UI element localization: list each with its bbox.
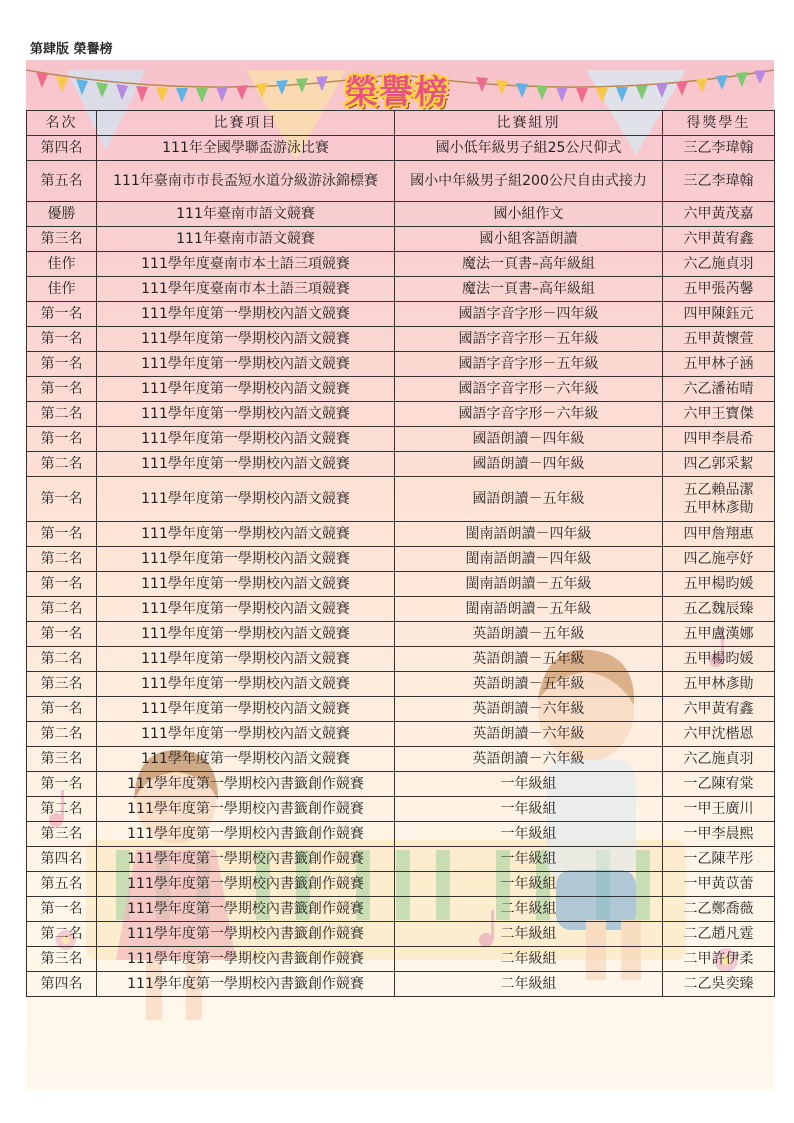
- table-row: [27, 136, 775, 161]
- cell-rank: 第二名: [27, 647, 97, 672]
- cell-student: 五甲黃懷萱: [663, 327, 775, 352]
- cell-category: 國語朗讀－四年級: [395, 427, 663, 452]
- cell-event: 111學年度第一學期校內語文競賽: [97, 622, 395, 647]
- cell-student: 五甲楊昀媛: [663, 572, 775, 597]
- cell-event: 111學年度第一學期校內語文競賽: [97, 572, 395, 597]
- cell-event: 111學年度第一學期校內語文競賽: [97, 697, 395, 722]
- cell-student: 六甲王寶傑: [663, 402, 775, 427]
- cell-category: 英語朗讀－六年級: [395, 747, 663, 772]
- cell-student: 五甲盧漢娜: [663, 622, 775, 647]
- cell-rank: 佳作: [27, 277, 97, 302]
- cell-event: 111學年度第一學期校內語文競賽: [97, 427, 395, 452]
- cell-rank: 第一名: [27, 327, 97, 352]
- table-row: [27, 202, 775, 227]
- table-row: [27, 302, 775, 327]
- cell-student: 五甲林彥勛: [663, 672, 775, 697]
- table-row: [27, 797, 775, 822]
- cell-rank: 第二名: [27, 452, 97, 477]
- cell-category: 二年級組: [395, 897, 663, 922]
- cell-event: 111學年度第一學期校內語文競賽: [97, 672, 395, 697]
- table-row: [27, 947, 775, 972]
- cell-rank: 第二名: [27, 597, 97, 622]
- cell-rank: 第三名: [27, 947, 97, 972]
- cell-category: 國小中年級男子組200公尺自由式接力: [395, 161, 663, 202]
- table-row: [27, 572, 775, 597]
- cell-rank: 第二名: [27, 402, 97, 427]
- cell-event: 111學年度第一學期校內語文競賽: [97, 402, 395, 427]
- cell-rank: 第一名: [27, 572, 97, 597]
- cell-event: 111學年度第一學期校內語文競賽: [97, 722, 395, 747]
- cell-category: 英語朗讀－五年級: [395, 647, 663, 672]
- cell-category: 國小低年級男子組25公尺仰式: [395, 136, 663, 161]
- cell-student: 二乙吳奕臻: [663, 972, 775, 997]
- table-row: [27, 227, 775, 252]
- cell-student: 五甲林子涵: [663, 352, 775, 377]
- cell-student: 六甲黃宥鑫: [663, 697, 775, 722]
- cell-category: 英語朗讀－六年級: [395, 722, 663, 747]
- cell-rank: 第三名: [27, 747, 97, 772]
- honor-roll-table: [26, 110, 775, 997]
- cell-event: 111學年度第一學期校內語文競賽: [97, 477, 395, 522]
- cell-rank: 優勝: [27, 202, 97, 227]
- cell-student: 一甲王廣川: [663, 797, 775, 822]
- cell-rank: 第一名: [27, 427, 97, 452]
- cell-category: 國語字音字形－六年級: [395, 377, 663, 402]
- cell-rank: 第四名: [27, 972, 97, 997]
- table-row: [27, 597, 775, 622]
- cell-rank: 第一名: [27, 897, 97, 922]
- cell-rank: 第二名: [27, 547, 97, 572]
- cell-rank: 第二名: [27, 797, 97, 822]
- table-row: [27, 452, 775, 477]
- cell-category: 國語朗讀－五年級: [395, 477, 663, 522]
- cell-student: 一甲黃苡蕾: [663, 872, 775, 897]
- cell-category: 魔法一頁書–高年級組: [395, 277, 663, 302]
- cell-student: 六乙潘祐晴: [663, 377, 775, 402]
- table-row: [27, 822, 775, 847]
- cell-event: 111學年度臺南市本土語三項競賽: [97, 252, 395, 277]
- cell-event: 111年臺南市市長盃短水道分級游泳錦標賽: [97, 161, 395, 202]
- table-header-row: [27, 111, 775, 136]
- page-title: 榮譽榜: [344, 72, 450, 111]
- cell-category: 國語字音字形－四年級: [395, 302, 663, 327]
- cell-rank: 第一名: [27, 352, 97, 377]
- cell-category: 英語朗讀－五年級: [395, 672, 663, 697]
- table-row: [27, 672, 775, 697]
- cell-student: 六甲黃宥鑫: [663, 227, 775, 252]
- cell-rank: 第二名: [27, 922, 97, 947]
- cell-category: 一年級組: [395, 772, 663, 797]
- cell-event: 111學年度第一學期校內語文競賽: [97, 747, 395, 772]
- cell-event: 111學年度第一學期校內書籤創作競賽: [97, 972, 395, 997]
- cell-category: 國語朗讀－四年級: [395, 452, 663, 477]
- cell-student: 四甲陳鈺元: [663, 302, 775, 327]
- cell-category: 閩南語朗讀－五年級: [395, 572, 663, 597]
- table-row: [27, 327, 775, 352]
- cell-event: 111學年度第一學期校內書籤創作競賽: [97, 822, 395, 847]
- cell-category: 二年級組: [395, 947, 663, 972]
- cell-category: 一年級組: [395, 847, 663, 872]
- cell-rank: 第三名: [27, 227, 97, 252]
- table-row: [27, 697, 775, 722]
- cell-rank: 第四名: [27, 847, 97, 872]
- cell-rank: 佳作: [27, 252, 97, 277]
- cell-rank: 第一名: [27, 477, 97, 522]
- cell-student: 二甲許伊柔: [663, 947, 775, 972]
- cell-event: 111學年度第一學期校內語文競賽: [97, 597, 395, 622]
- cell-event: 111學年度第一學期校內語文競賽: [97, 327, 395, 352]
- table-row: [27, 897, 775, 922]
- cell-rank: 第一名: [27, 697, 97, 722]
- cell-rank: 第二名: [27, 722, 97, 747]
- cell-student: 四乙郭采絜: [663, 452, 775, 477]
- cell-rank: 第三名: [27, 822, 97, 847]
- table-row: [27, 277, 775, 302]
- cell-student: 三乙李瑋翰: [663, 161, 775, 202]
- table-row: [27, 522, 775, 547]
- table-row: [27, 772, 775, 797]
- cell-rank: 第五名: [27, 161, 97, 202]
- cell-rank: 第四名: [27, 136, 97, 161]
- table-row: [27, 872, 775, 897]
- cell-event: 111學年度第一學期校內語文競賽: [97, 352, 395, 377]
- cell-student: 六甲沈楷恩: [663, 722, 775, 747]
- cell-category: 閩南語朗讀－五年級: [395, 597, 663, 622]
- column-header-event: 比賽項目: [97, 111, 395, 136]
- cell-event: 111學年度第一學期校內書籤創作競賽: [97, 872, 395, 897]
- cell-student: 三乙李瑋翰: [663, 136, 775, 161]
- table-row: [27, 252, 775, 277]
- cell-student: 一乙陳芊彤: [663, 847, 775, 872]
- table-row: [27, 747, 775, 772]
- cell-student: 五甲楊昀媛: [663, 647, 775, 672]
- cell-category: 國語字音字形－五年級: [395, 327, 663, 352]
- cell-category: 英語朗讀－六年級: [395, 697, 663, 722]
- cell-event: 111學年度第一學期校內書籤創作競賽: [97, 847, 395, 872]
- cell-category: 一年級組: [395, 872, 663, 897]
- cell-student: 二乙趙凡霆: [663, 922, 775, 947]
- table-row: [27, 427, 775, 452]
- cell-student: 一甲李晨熙: [663, 822, 775, 847]
- cell-student: 一乙陳宥棠: [663, 772, 775, 797]
- cell-category: 一年級組: [395, 822, 663, 847]
- cell-rank: 第一名: [27, 622, 97, 647]
- column-header-category: 比賽組別: [395, 111, 663, 136]
- cell-event: 111學年度第一學期校內書籤創作競賽: [97, 922, 395, 947]
- cell-rank: 第一名: [27, 522, 97, 547]
- cell-category: 國小組客語朗讀: [395, 227, 663, 252]
- cell-category: 閩南語朗讀－四年級: [395, 522, 663, 547]
- table-row: [27, 547, 775, 572]
- cell-student: 五甲張芮馨: [663, 277, 775, 302]
- cell-category: 二年級組: [395, 972, 663, 997]
- cell-category: 英語朗讀－五年級: [395, 622, 663, 647]
- page-header-note: 第肆版 榮譽榜: [30, 42, 113, 57]
- cell-student: 六乙施貞羽: [663, 747, 775, 772]
- cell-event: 111學年度第一學期校內語文競賽: [97, 452, 395, 477]
- cell-event: 111學年度第一學期校內語文競賽: [97, 522, 395, 547]
- cell-event: 111學年度第一學期校內書籤創作競賽: [97, 797, 395, 822]
- cell-rank: 第一名: [27, 772, 97, 797]
- cell-event: 111學年度第一學期校內書籤創作競賽: [97, 897, 395, 922]
- table-row: [27, 922, 775, 947]
- cell-event: 111學年度第一學期校內語文競賽: [97, 647, 395, 672]
- cell-rank: 第一名: [27, 377, 97, 402]
- table-row: [27, 622, 775, 647]
- cell-event: 111學年度第一學期校內語文競賽: [97, 547, 395, 572]
- cell-event: 111學年度第一學期校內語文競賽: [97, 302, 395, 327]
- cell-category: 一年級組: [395, 797, 663, 822]
- cell-student: 六甲黃茂嘉: [663, 202, 775, 227]
- cell-event: 111學年度第一學期校內語文競賽: [97, 377, 395, 402]
- cell-rank: 第五名: [27, 872, 97, 897]
- cell-category: 國語字音字形－六年級: [395, 402, 663, 427]
- table-row: [27, 722, 775, 747]
- cell-rank: 第一名: [27, 302, 97, 327]
- cell-student: 六乙施貞羽: [663, 252, 775, 277]
- cell-event: 111年全國學聯盃游泳比賽: [97, 136, 395, 161]
- cell-student: 四乙施亭妤: [663, 547, 775, 572]
- table-row: [27, 477, 775, 522]
- cell-category: 二年級組: [395, 922, 663, 947]
- cell-event: 111學年度臺南市本土語三項競賽: [97, 277, 395, 302]
- cell-student: 五乙賴品潔 五甲林彥勛: [663, 477, 775, 522]
- cell-student: 五乙魏辰臻: [663, 597, 775, 622]
- table-row: [27, 377, 775, 402]
- table-row: [27, 402, 775, 427]
- cell-event: 111年臺南市語文競賽: [97, 227, 395, 252]
- column-header-student: 得獎學生: [663, 111, 775, 136]
- cell-event: 111學年度第一學期校內書籤創作競賽: [97, 947, 395, 972]
- cell-rank: 第三名: [27, 672, 97, 697]
- cell-student: 四甲詹翔惠: [663, 522, 775, 547]
- table-row: [27, 972, 775, 997]
- cell-category: 國小組作文: [395, 202, 663, 227]
- cell-event: 111學年度第一學期校內書籤創作競賽: [97, 772, 395, 797]
- cell-category: 閩南語朗讀－四年級: [395, 547, 663, 572]
- cell-student: 二乙鄭喬薇: [663, 897, 775, 922]
- cell-category: 魔法一頁書–高年級組: [395, 252, 663, 277]
- table-row: [27, 352, 775, 377]
- cell-student: 四甲李晨希: [663, 427, 775, 452]
- table-row: [27, 847, 775, 872]
- table-row: [27, 647, 775, 672]
- cell-category: 國語字音字形－五年級: [395, 352, 663, 377]
- column-header-rank: 名次: [27, 111, 97, 136]
- cell-event: 111年臺南市語文競賽: [97, 202, 395, 227]
- table-row: [27, 161, 775, 202]
